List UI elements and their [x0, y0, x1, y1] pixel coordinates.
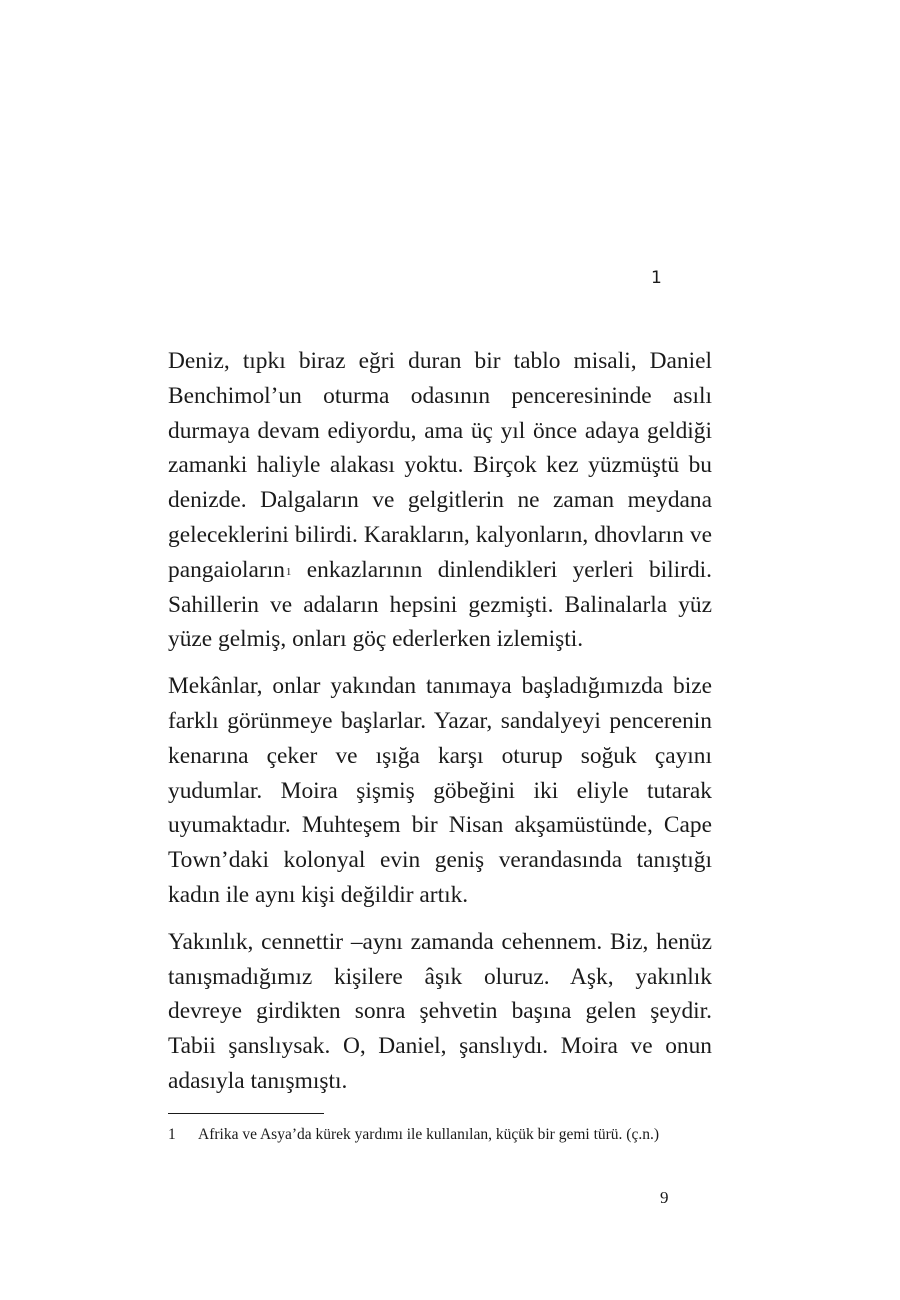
paragraph: Yakınlık, cennettir –aynı zamanda cehennem. Biz, henüz tanışmadığımız kişilere âşık oluruz. Aşk, yakınlık devreye girdikten sonra şehvetin başına gelen şeydir. Tabii şanslıysak. O, Daniel, şanslıydı. Moira ve onun adasıyla tanışmıştı.: [168, 928, 712, 1094]
footnote-number: 1: [168, 1126, 176, 1143]
body-text: [168, 344, 712, 1099]
footnote-reference: 1: [285, 565, 292, 578]
paragraph: Mekânlar, onlar yakından tanımaya başladığımızda bize farklı görünmeye başlarlar. Yazar, sandalyeyi pencerenin kenarına çeker ve ışığa karşı oturup soğuk çayını yudumlar. Moira şişmiş göbeğini iki eliyle tutarak uyumaktadır. Muhteşem bir Nisan akşamüstünde, Cape Town’daki kolonyal evin geniş verandasında tanıştığı kadın ile aynı kişi değildir artık.: [168, 673, 712, 908]
paragraph-text: enkazlarının dinlendikleri yerleri bilirdi. Sahillerin ve adaların hepsini gezmişti. Balinalarla yüz yüze gelmiş, onları göç ederlerken izlemişti.: [168, 556, 712, 653]
footnote-text: Afrika ve Asya’da kürek yardımı ile kullanılan, küçük bir gemi türü. (ç.n.): [198, 1126, 659, 1143]
paragraph-text: Deniz, tıpkı biraz eğri duran bir tablo misali, Daniel Benchimol’un oturma odasının penceresininde asılı durmaya devam ediyordu, ama üç yıl önce adaya geldiği zamanki haliyle alakası yoktu. Birçok kez yüzmüştü bu denizde. Dalgaların ve gelgitlerin ne zaman meydana geleceklerini bilirdi. Karakların, kalyonların, dhovların ve pangaioların: [168, 348, 712, 583]
page-number: 9: [660, 1188, 669, 1207]
footnote: [168, 1124, 728, 1146]
footnote-divider: [168, 1113, 324, 1114]
chapter-number: 1: [651, 268, 662, 288]
paragraph: [168, 344, 712, 657]
